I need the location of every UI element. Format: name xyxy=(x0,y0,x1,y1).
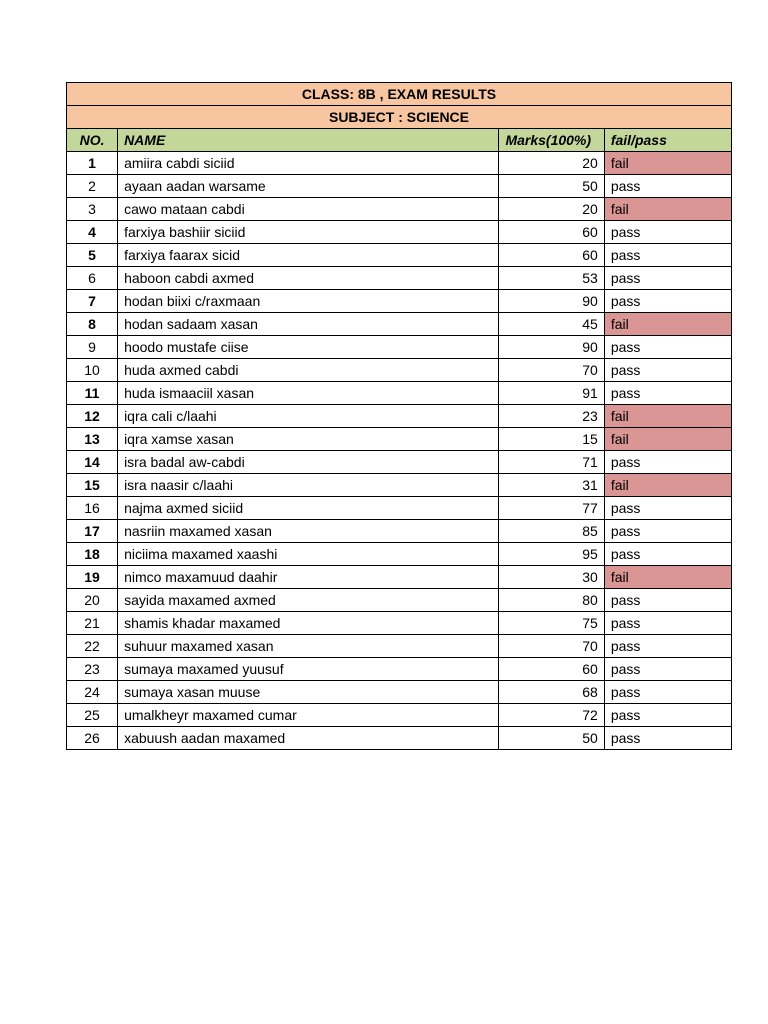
student-number: 21 xyxy=(67,612,118,635)
student-name: farxiya faarax sicid xyxy=(118,244,499,267)
student-marks: 45 xyxy=(499,313,604,336)
status-pass-cell: pass xyxy=(604,589,731,612)
student-marks: 72 xyxy=(499,704,604,727)
student-marks: 90 xyxy=(499,336,604,359)
student-number: 15 xyxy=(67,474,118,497)
student-marks: 30 xyxy=(499,566,604,589)
status-pass-cell: pass xyxy=(604,359,731,382)
student-number: 5 xyxy=(67,244,118,267)
table-row xyxy=(67,497,732,520)
student-name: farxiya bashiir siciid xyxy=(118,221,499,244)
student-number: 1 xyxy=(67,152,118,175)
exam-results-sheet xyxy=(66,82,732,750)
student-number: 26 xyxy=(67,727,118,750)
column-header-row xyxy=(67,129,732,152)
status-fail-cell: fail xyxy=(604,405,731,428)
student-marks: 60 xyxy=(499,244,604,267)
column-header-no: NO. xyxy=(67,129,118,152)
column-header-name: NAME xyxy=(118,129,499,152)
status-pass-cell: pass xyxy=(604,244,731,267)
student-marks: 71 xyxy=(499,451,604,474)
status-pass-cell: pass xyxy=(604,635,731,658)
student-marks: 31 xyxy=(499,474,604,497)
student-name: isra badal aw-cabdi xyxy=(118,451,499,474)
status-pass-cell: pass xyxy=(604,704,731,727)
student-number: 3 xyxy=(67,198,118,221)
student-name: shamis khadar maxamed xyxy=(118,612,499,635)
table-row xyxy=(67,428,732,451)
table-row xyxy=(67,681,732,704)
subject-row xyxy=(67,106,732,129)
student-marks: 70 xyxy=(499,635,604,658)
student-marks: 60 xyxy=(499,221,604,244)
table-row xyxy=(67,474,732,497)
status-pass-cell: pass xyxy=(604,175,731,198)
student-number: 20 xyxy=(67,589,118,612)
student-marks: 15 xyxy=(499,428,604,451)
student-marks: 53 xyxy=(499,267,604,290)
table-row xyxy=(67,704,732,727)
status-pass-cell: pass xyxy=(604,336,731,359)
student-name: umalkheyr maxamed cumar xyxy=(118,704,499,727)
status-fail-cell: fail xyxy=(604,313,731,336)
student-number: 22 xyxy=(67,635,118,658)
status-pass-cell: pass xyxy=(604,267,731,290)
student-marks: 80 xyxy=(499,589,604,612)
student-number: 25 xyxy=(67,704,118,727)
student-number: 11 xyxy=(67,382,118,405)
table-row xyxy=(67,612,732,635)
student-name: xabuush aadan maxamed xyxy=(118,727,499,750)
student-number: 12 xyxy=(67,405,118,428)
table-row xyxy=(67,175,732,198)
student-number: 24 xyxy=(67,681,118,704)
student-name: nimco maxamuud daahir xyxy=(118,566,499,589)
student-name: sayida maxamed axmed xyxy=(118,589,499,612)
student-marks: 20 xyxy=(499,198,604,221)
student-number: 23 xyxy=(67,658,118,681)
student-name: niciima maxamed xaashi xyxy=(118,543,499,566)
student-number: 2 xyxy=(67,175,118,198)
student-marks: 95 xyxy=(499,543,604,566)
table-row xyxy=(67,359,732,382)
table-row xyxy=(67,405,732,428)
sheet-title: CLASS: 8B , EXAM RESULTS xyxy=(67,83,732,106)
student-number: 10 xyxy=(67,359,118,382)
table-row xyxy=(67,313,732,336)
status-pass-cell: pass xyxy=(604,658,731,681)
title-row xyxy=(67,83,732,106)
table-row xyxy=(67,520,732,543)
table-row xyxy=(67,658,732,681)
status-fail-cell: fail xyxy=(604,428,731,451)
student-number: 19 xyxy=(67,566,118,589)
student-marks: 50 xyxy=(499,727,604,750)
status-pass-cell: pass xyxy=(604,451,731,474)
student-name: ayaan aadan warsame xyxy=(118,175,499,198)
status-pass-cell: pass xyxy=(604,681,731,704)
student-number: 8 xyxy=(67,313,118,336)
student-name: nasriin maxamed xasan xyxy=(118,520,499,543)
student-marks: 90 xyxy=(499,290,604,313)
table-row xyxy=(67,566,732,589)
student-name: najma axmed siciid xyxy=(118,497,499,520)
student-number: 17 xyxy=(67,520,118,543)
table-row xyxy=(67,635,732,658)
results-table xyxy=(66,82,732,750)
student-name: hodan sadaam xasan xyxy=(118,313,499,336)
table-row xyxy=(67,290,732,313)
status-fail-cell: fail xyxy=(604,474,731,497)
student-marks: 20 xyxy=(499,152,604,175)
status-fail-cell: fail xyxy=(604,152,731,175)
table-row xyxy=(67,727,732,750)
student-number: 9 xyxy=(67,336,118,359)
student-name: hodan biixi c/raxmaan xyxy=(118,290,499,313)
results-body xyxy=(67,152,732,750)
student-marks: 91 xyxy=(499,382,604,405)
status-pass-cell: pass xyxy=(604,727,731,750)
student-name: isra naasir c/laahi xyxy=(118,474,499,497)
student-number: 6 xyxy=(67,267,118,290)
student-name: sumaya xasan muuse xyxy=(118,681,499,704)
sheet-subject: SUBJECT : SCIENCE xyxy=(67,106,732,129)
student-number: 4 xyxy=(67,221,118,244)
status-pass-cell: pass xyxy=(604,382,731,405)
table-row xyxy=(67,589,732,612)
student-marks: 70 xyxy=(499,359,604,382)
status-fail-cell: fail xyxy=(604,198,731,221)
student-number: 7 xyxy=(67,290,118,313)
student-name: iqra xamse xasan xyxy=(118,428,499,451)
table-row xyxy=(67,244,732,267)
status-pass-cell: pass xyxy=(604,221,731,244)
student-marks: 85 xyxy=(499,520,604,543)
status-pass-cell: pass xyxy=(604,612,731,635)
student-name: iqra cali c/laahi xyxy=(118,405,499,428)
student-number: 13 xyxy=(67,428,118,451)
column-header-status: fail/pass xyxy=(604,129,731,152)
status-pass-cell: pass xyxy=(604,543,731,566)
table-row xyxy=(67,152,732,175)
status-pass-cell: pass xyxy=(604,290,731,313)
student-marks: 75 xyxy=(499,612,604,635)
student-name: huda axmed cabdi xyxy=(118,359,499,382)
student-name: sumaya maxamed yuusuf xyxy=(118,658,499,681)
table-row xyxy=(67,451,732,474)
table-row xyxy=(67,336,732,359)
student-number: 18 xyxy=(67,543,118,566)
student-name: cawo mataan cabdi xyxy=(118,198,499,221)
student-number: 16 xyxy=(67,497,118,520)
student-number: 14 xyxy=(67,451,118,474)
student-name: amiira cabdi siciid xyxy=(118,152,499,175)
table-row xyxy=(67,382,732,405)
student-marks: 50 xyxy=(499,175,604,198)
student-marks: 23 xyxy=(499,405,604,428)
student-marks: 77 xyxy=(499,497,604,520)
status-pass-cell: pass xyxy=(604,520,731,543)
status-pass-cell: pass xyxy=(604,497,731,520)
table-row xyxy=(67,221,732,244)
table-row xyxy=(67,198,732,221)
status-fail-cell: fail xyxy=(604,566,731,589)
student-marks: 68 xyxy=(499,681,604,704)
student-name: huda ismaaciil xasan xyxy=(118,382,499,405)
table-row xyxy=(67,267,732,290)
student-name: suhuur maxamed xasan xyxy=(118,635,499,658)
student-name: hoodo mustafe ciise xyxy=(118,336,499,359)
column-header-marks: Marks(100%) xyxy=(499,129,604,152)
student-marks: 60 xyxy=(499,658,604,681)
student-name: haboon cabdi axmed xyxy=(118,267,499,290)
table-row xyxy=(67,543,732,566)
